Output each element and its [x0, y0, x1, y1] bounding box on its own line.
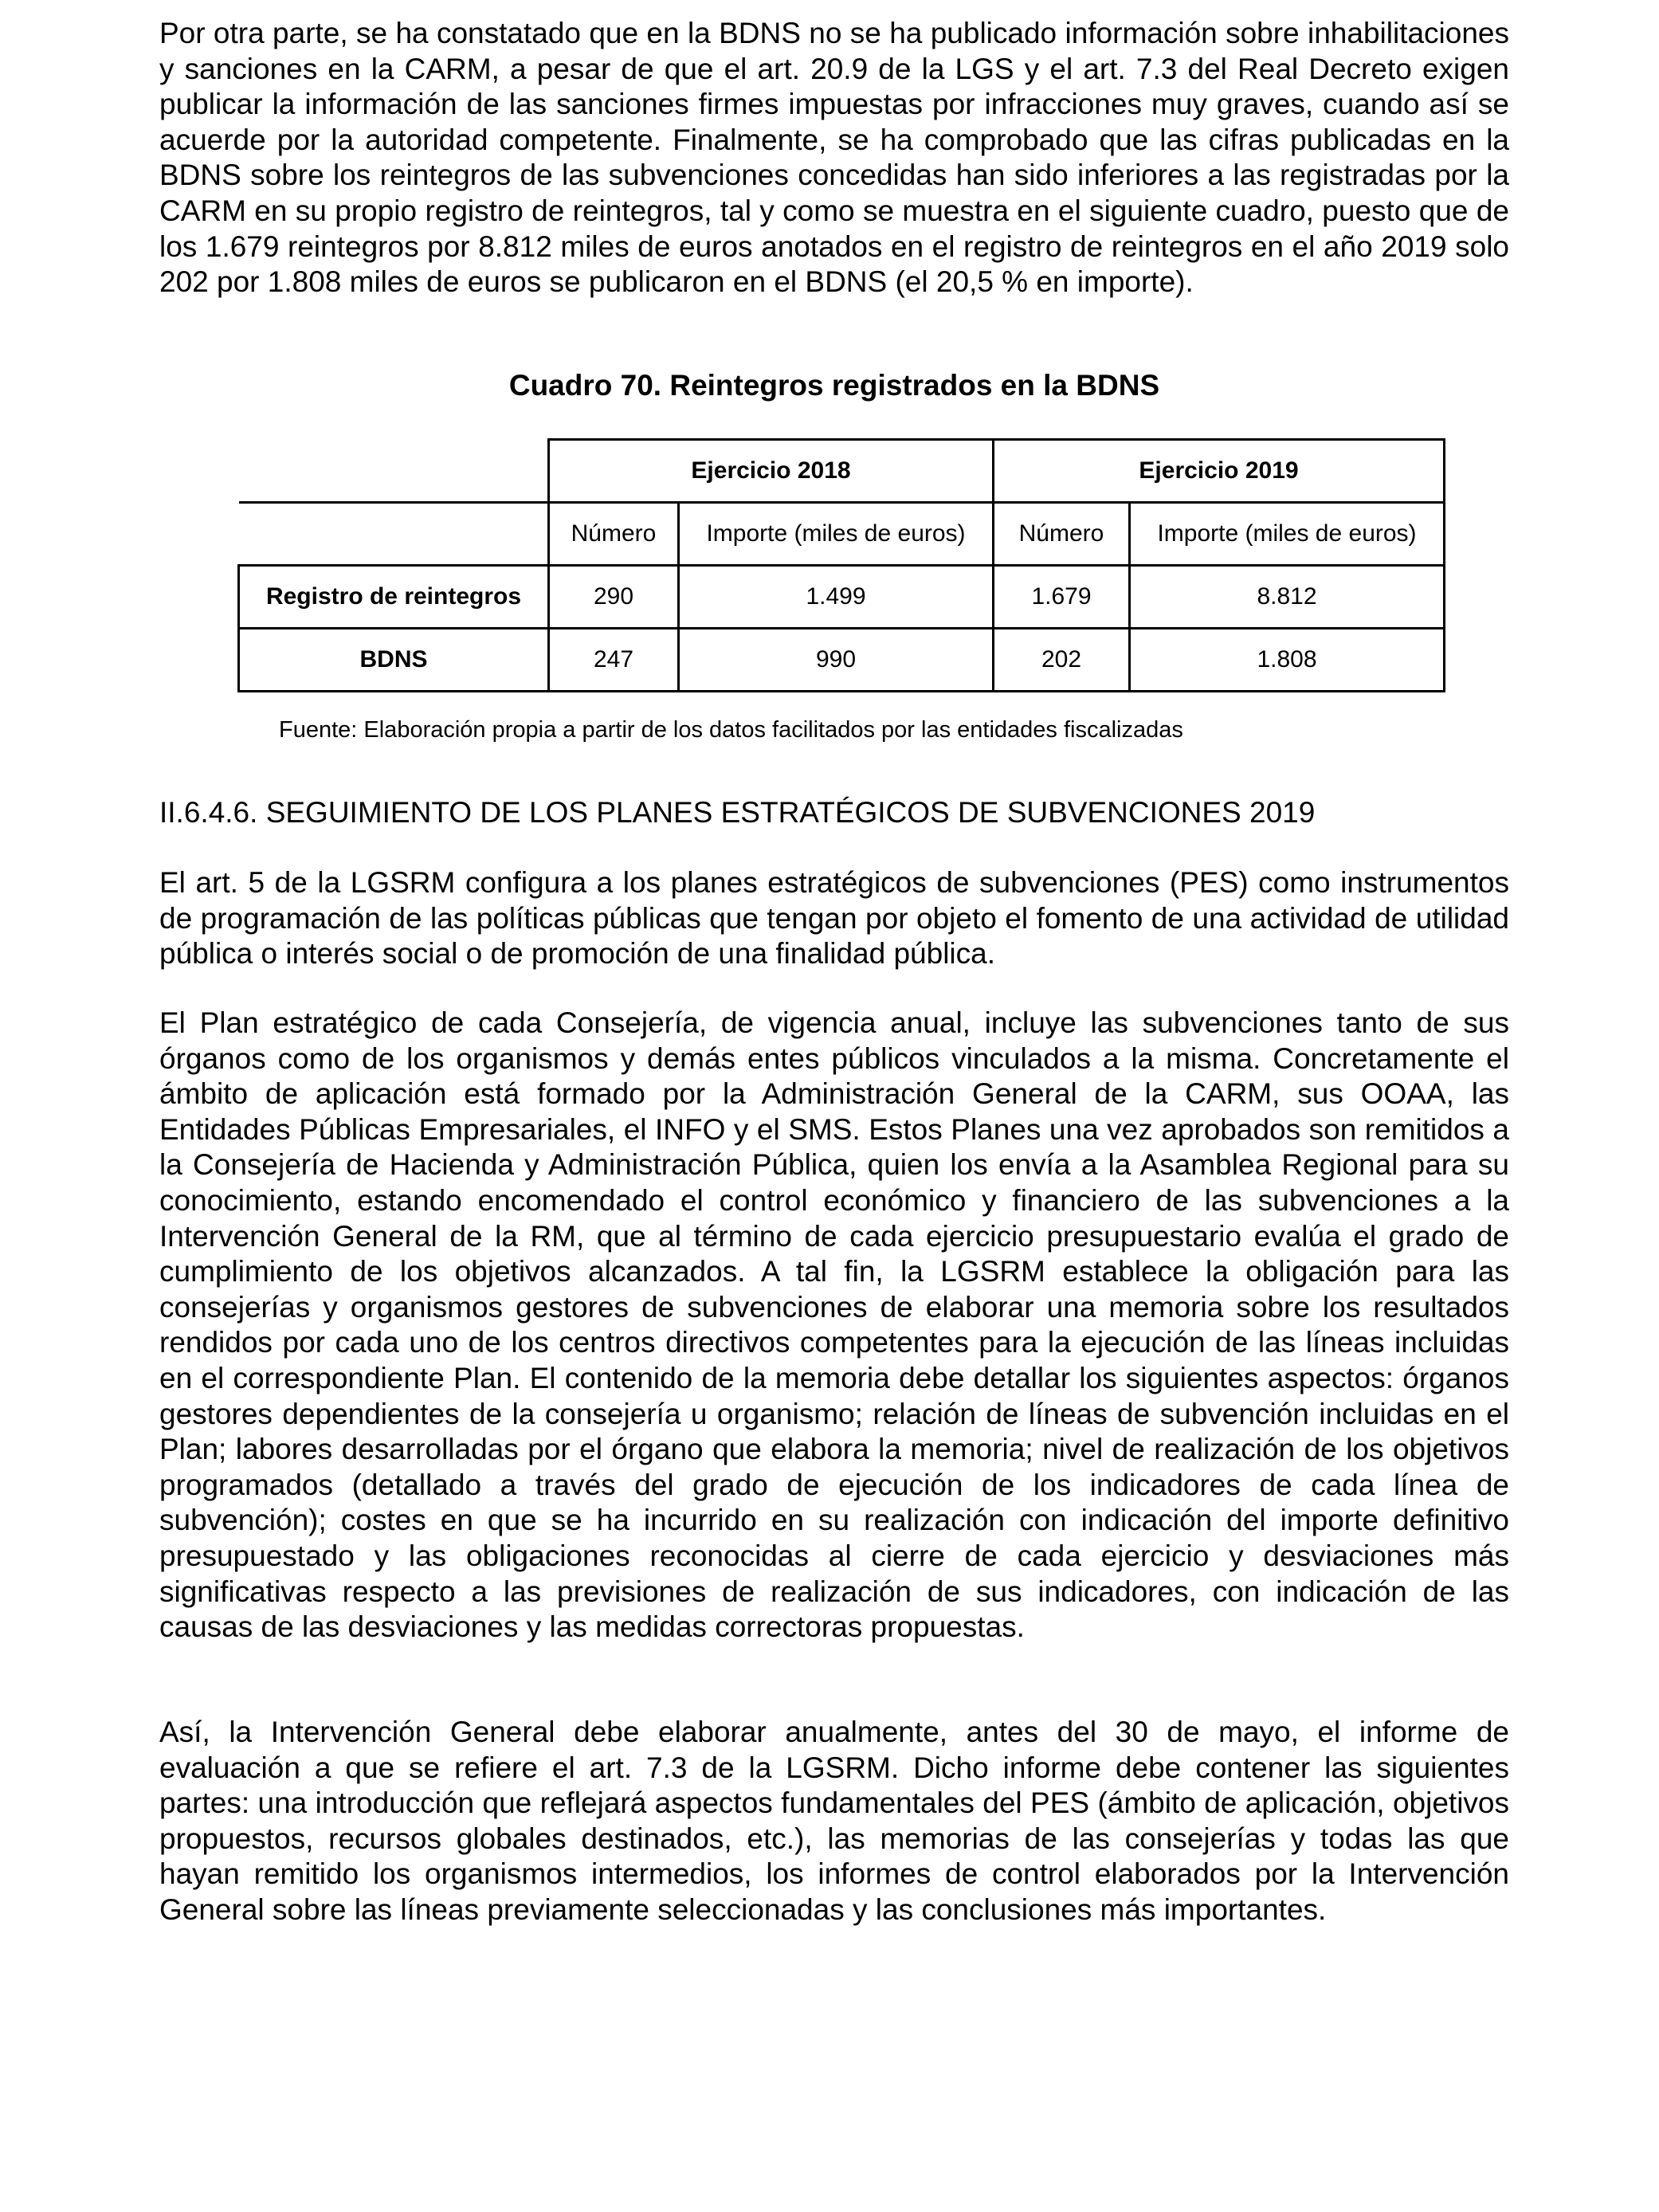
table-year-header-row — [239, 440, 1445, 503]
row-label: Registro de reintegros — [239, 566, 549, 629]
table-row — [239, 629, 1445, 692]
table-cell: 8.812 — [1130, 566, 1445, 629]
table-caption: Cuadro 70. Reintegros registrados en la BDNS — [508, 369, 1160, 402]
reintegros-table — [237, 438, 1445, 692]
table-cell: 990 — [679, 629, 994, 692]
row-label: BDNS — [239, 629, 549, 692]
evaluation-paragraph: Así, la Intervención General debe elaborar anualmente, antes del 30 de mayo, el informe de evaluación a que se refiere el art. 7.3 de la LGSRM. Dicho informe debe contener las siguientes partes: una introducción que reflejará aspectos fundamentales del PES (ámbito de aplicación, objetivos propuestos, recursos globales destinados, etc.), las memorias de las consejerías y todas las que hayan remitido los organismos intermedios, los informes de control elaborados por la Intervención General sobre las líneas previamente seleccionadas y las conclusiones más importantes. — [159, 1716, 1509, 1926]
table-corner-cell — [239, 440, 549, 503]
column-header-importe-2019: Importe (miles de euros) — [1130, 503, 1445, 566]
table-cell: 1.499 — [679, 566, 994, 629]
intro-paragraph: Por otra parte, se ha constatado que en la BDNS no se ha publicado información sobre inhabilitaciones y sanciones en la CARM, a pesar de que el art. 20.9 de la LGS y el art. 7.3 del Real Decreto exigen publicar la información de las sanciones firmes impuestas por infracciones muy graves, cuando así se acuerde por la autoridad competente. Finalmente, se ha comprobado que las cifras publicadas en la BDNS sobre los reintegros de las subvenciones concedidas han sido inferiores a las registradas por la CARM en su propio registro de reintegros, tal y como se muestra en el siguiente cuadro, puesto que de los 1.679 reintegros por 8.812 miles de euros anotados en el registro de reintegros en el año 2019 solo 202 por 1.808 miles de euros se publicaron en el BDNS (el 20,5 % en importe). — [159, 17, 1509, 299]
year-header-2019: Ejercicio 2019 — [994, 440, 1445, 503]
table-sub-header-row — [239, 503, 1445, 566]
table-cell: 290 — [549, 566, 679, 629]
column-header-numero-2019: Número — [994, 503, 1130, 566]
column-header-numero-2018: Número — [549, 503, 679, 566]
table-cell: 247 — [549, 629, 679, 692]
year-header-2018: Ejercicio 2018 — [549, 440, 994, 503]
table-source-note: Fuente: Elaboración propia a partir de los datos facilitados por las entidades fiscalizadas — [279, 717, 1183, 743]
table-corner-cell — [239, 503, 549, 566]
table-cell: 1.679 — [994, 566, 1130, 629]
table-cell: 202 — [994, 629, 1130, 692]
plan-detail-paragraph: El Plan estratégico de cada Consejería, de vigencia anual, incluye las subvenciones tanto de sus órganos como de los organismos y demás entes públicos vinculados a la misma. Concretamente el ámbito de aplicación está formado por la Administración General de la CARM, sus OOAA, las Entidades Públicas Empresariales, el INFO y el SMS. Estos Planes una vez aprobados son remitidos a la Consejería de Hacienda y Administración Pública, quien los envía a la Asamblea Regional para su conocimiento, estando encomendado el control económico y financiero de las subvenciones a la Intervención General de la RM, que al término de cada ejercicio presupuestario evalúa el grado de cumplimiento de los objetivos alcanzados. A tal fin, la LGSRM establece la obligación para las consejerías y organismos gestores de subvenciones de elaborar una memoria sobre los resultados rendidos por cada uno de los centros directivos competentes para la ejecución de las líneas incluidas en el correspondiente Plan. El contenido de la memoria debe detallar los siguientes aspectos: órganos gestores dependientes de la consejería u organismo; relación de líneas de subvención incluidas en el Plan; labores desarrolladas por el órgano que elabora la memoria; nivel de realización de los objetivos programados (detallado a través del grado de ejecución de los indicadores de cada línea de subvención); costes en que se ha incurrido en su realización con indicación del importe definitivo presupuestado y las obligaciones reconocidas al cierre de cada ejercicio y desviaciones más significativas respecto a las previsiones de realización de sus indicadores, con indicación de las causas de las desviaciones y las medidas correctoras propuestas. — [159, 1006, 1509, 1644]
table-cell: 1.808 — [1130, 629, 1445, 692]
section-heading: II.6.4.6. SEGUIMIENTO DE LOS PLANES ESTRATÉGICOS DE SUBVENCIONES 2019 — [159, 796, 1316, 829]
table-row — [239, 566, 1445, 629]
column-header-importe-2018: Importe (miles de euros) — [679, 503, 994, 566]
pes-intro-paragraph: El art. 5 de la LGSRM configura a los planes estratégicos de subvenciones (PES) como instrumentos de programación de las políticas públicas que tengan por objeto el fomento de una actividad de utilidad pública o interés social o de promoción de una finalidad pública. — [159, 866, 1509, 971]
